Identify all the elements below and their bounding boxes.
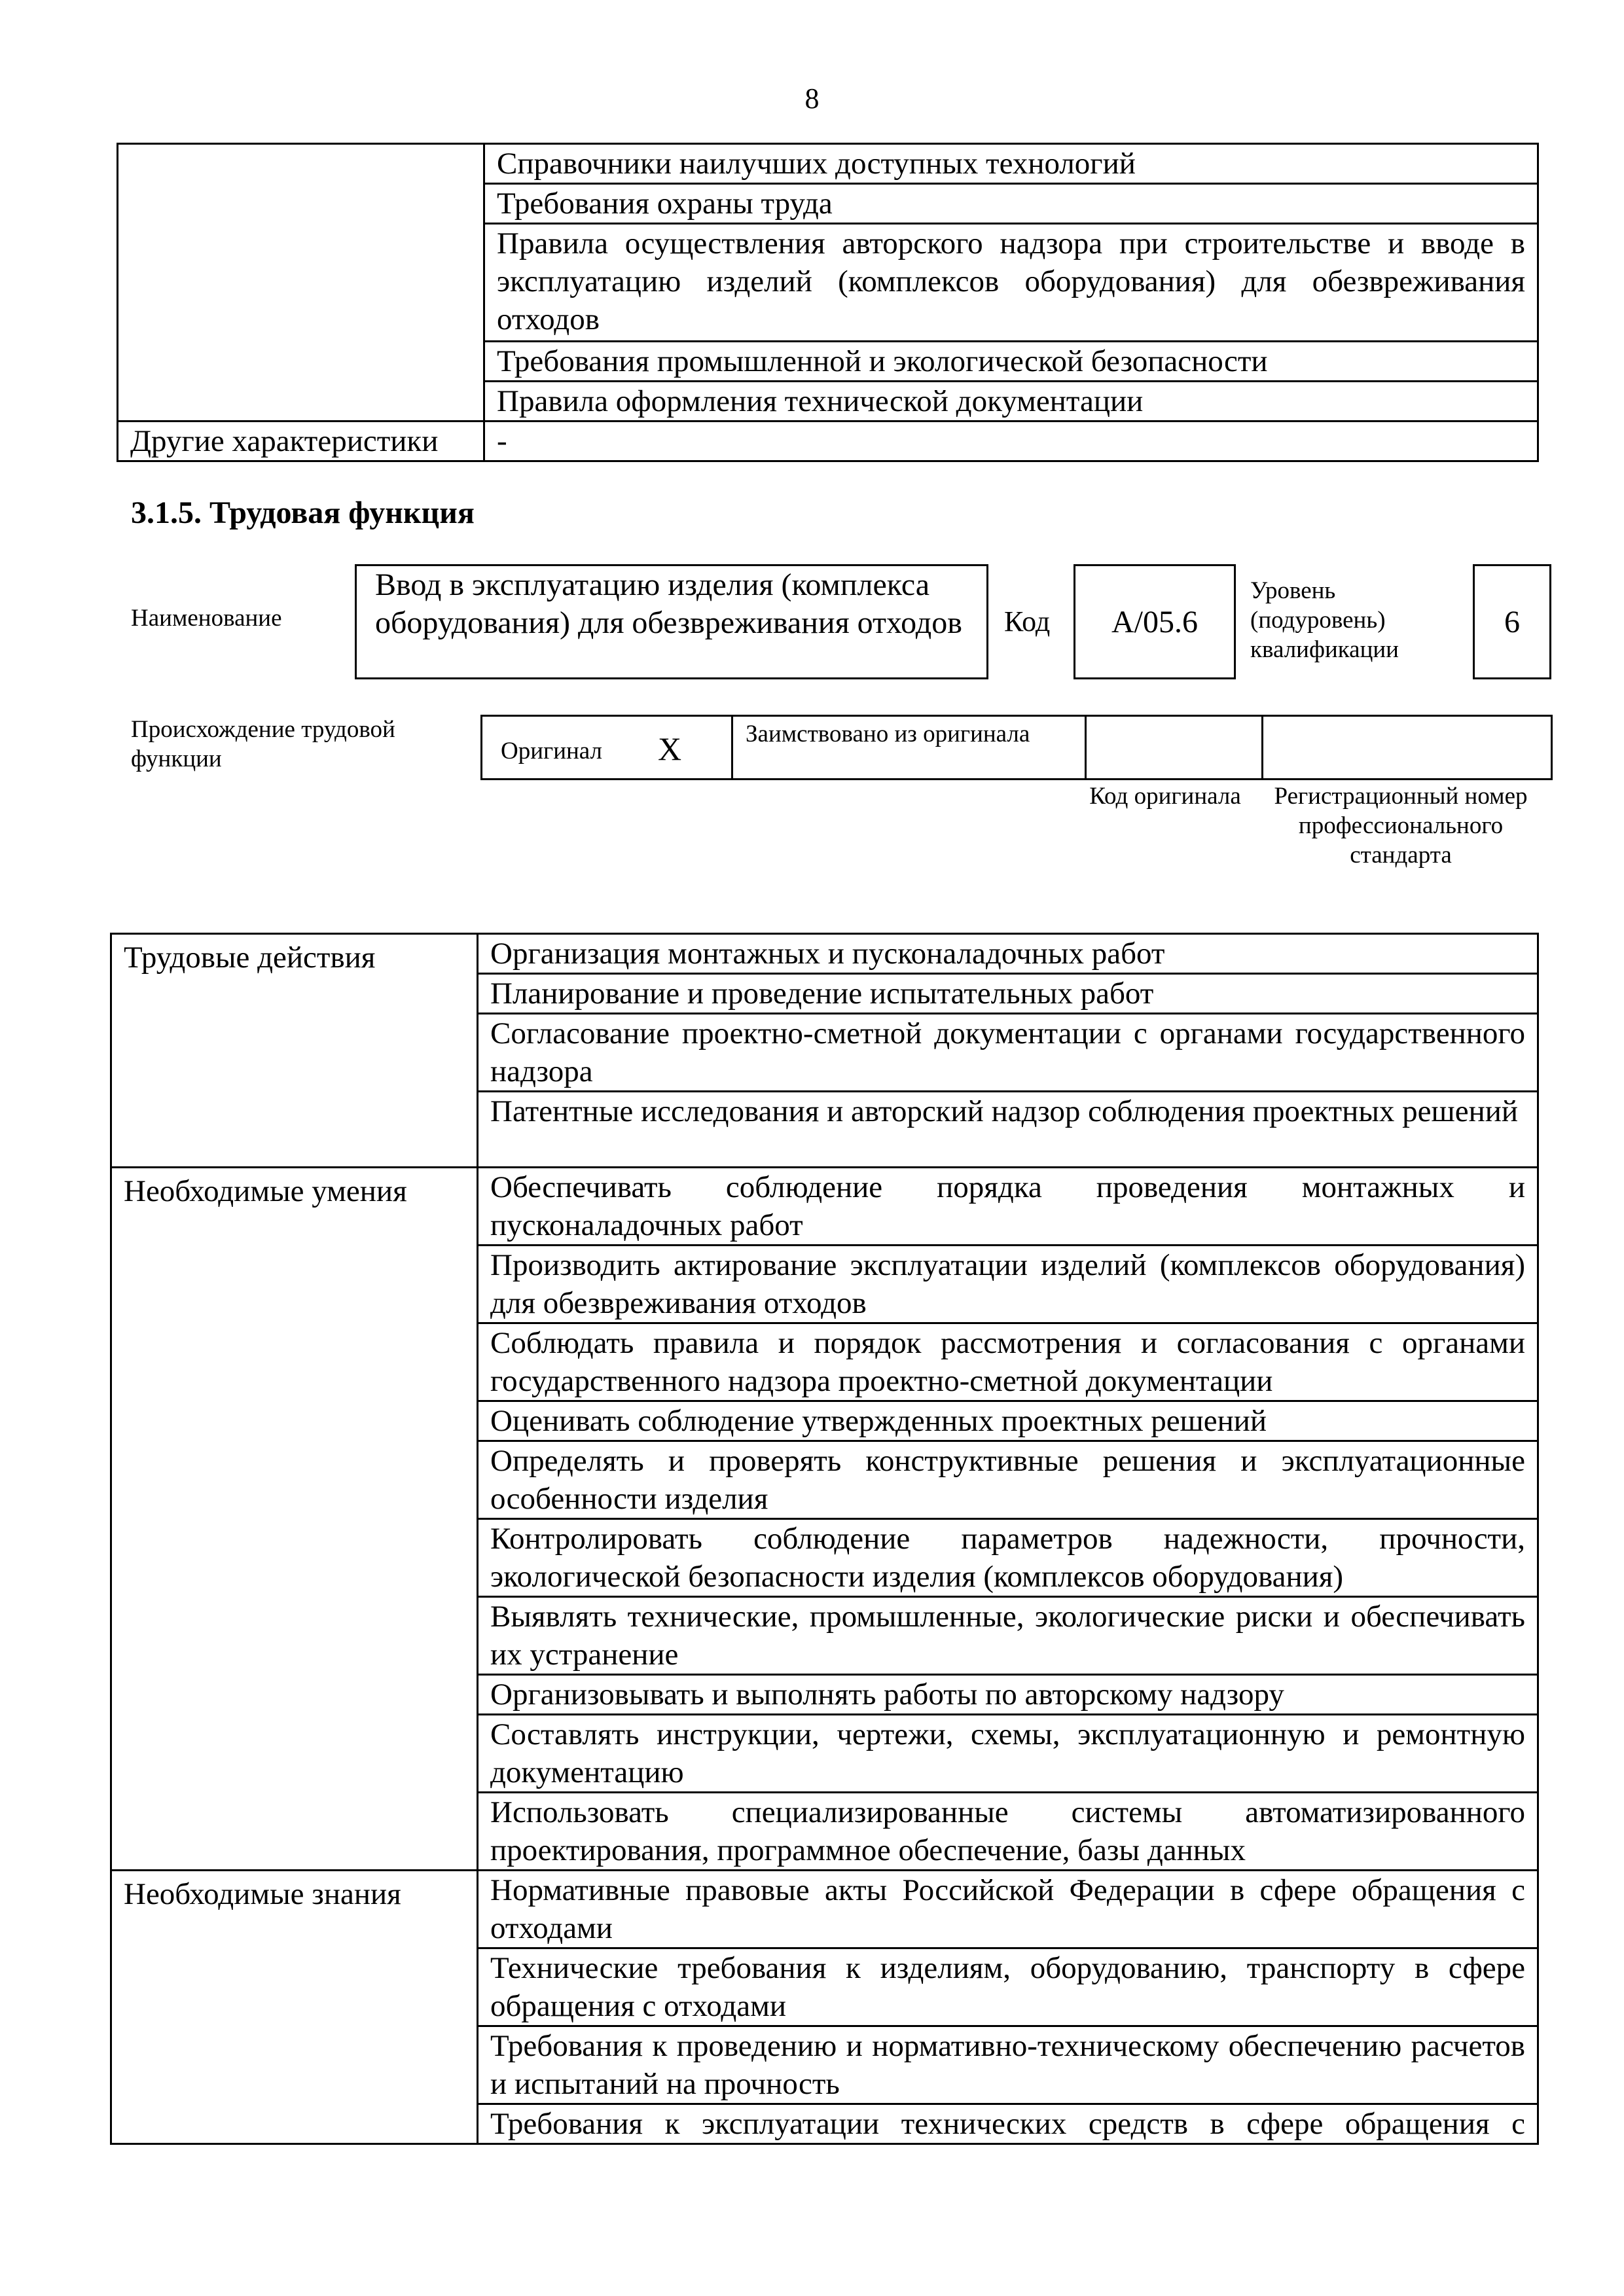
- list-item: Согласование проектно-сметной документации с органами государственного надзора: [478, 1014, 1538, 1092]
- original-mark: X: [658, 730, 682, 767]
- origin-label: Происхождение трудовой функции: [131, 716, 395, 772]
- borrowed-label: Заимствовано из оригинала: [746, 721, 1030, 747]
- requirement-row: Правила оформления технической документации: [484, 382, 1538, 422]
- labor-function-table: [110, 933, 1539, 2145]
- function-code: А/05.6: [1111, 604, 1198, 639]
- requirement-row: Требования промышленной и экологической безопасности: [484, 342, 1538, 382]
- labor-actions-label: Трудовые действия: [111, 934, 478, 1168]
- original-label: Оригинал: [501, 738, 603, 764]
- list-item: Выявлять технические, промышленные, экологические риски и обеспечивать их устранение: [478, 1597, 1538, 1675]
- name-label: Наименование: [131, 605, 282, 632]
- divider: [731, 717, 733, 778]
- code-label: Код: [1004, 605, 1051, 637]
- list-item: Определять и проверять конструктивные решения и эксплуатационные особенности изделия: [478, 1441, 1538, 1519]
- list-item: Использовать специализированные системы автоматизированного проектирования, программное обеспечение, базы данных: [478, 1793, 1538, 1871]
- code-box: [1074, 564, 1236, 679]
- other-characteristics-value: -: [484, 422, 1538, 461]
- list-item: Организовывать и выполнять работы по авторскому надзору: [478, 1675, 1538, 1715]
- list-item: Требования к эксплуатации технических средств в сфере обращения с: [478, 2104, 1538, 2144]
- list-item: Организация монтажных и пусконаладочных работ: [478, 934, 1538, 974]
- list-item: Обеспечивать соблюдение порядка проведения монтажных и пусконаладочных работ: [478, 1168, 1538, 1246]
- requirement-row: Требования охраны труда: [484, 184, 1538, 224]
- list-item: Требования к проведению и нормативно-техническому обеспечению расчетов и испытаний на прочность: [478, 2026, 1538, 2104]
- name-box: [355, 564, 988, 679]
- list-item: Производить актирование эксплуатации изделий (комплексов оборудования) для обезвреживания отходов: [478, 1246, 1538, 1323]
- list-item: Оценивать соблюдение утвержденных проектных решений: [478, 1401, 1538, 1441]
- list-item: Составлять инструкции, чертежи, схемы, эксплуатационную и ремонтную документацию: [478, 1715, 1538, 1793]
- empty-label-cell: [118, 144, 484, 422]
- list-item: Технические требования к изделиям, оборудованию, транспорту в сфере обращения с отходами: [478, 1948, 1538, 2026]
- list-item: Нормативные правовые акты Российской Федерации в сфере обращения с отходами: [478, 1871, 1538, 1948]
- page-number: 8: [804, 82, 820, 115]
- top-requirements-table: [117, 143, 1539, 462]
- divider: [1085, 717, 1087, 778]
- function-name: Ввод в эксплуатацию изделия (комплекса оборудования) для обезвреживания отходов: [375, 567, 962, 640]
- list-item: Патентные исследования и авторский надзор соблюдения проектных решений: [478, 1092, 1538, 1168]
- required-knowledge-label: Необходимые знания: [111, 1871, 478, 2144]
- origin-box: [480, 715, 1553, 780]
- requirement-row: Правила осуществления авторского надзора при строительстве и вводе в эксплуатацию изделий (комплексов оборудования) для обезвреживания отходов: [484, 224, 1538, 342]
- qualification-level: 6: [1504, 604, 1520, 639]
- requirement-row: Справочники наилучших доступных технологий: [484, 144, 1538, 184]
- level-label: Уровень (подуровень) квалификации: [1250, 577, 1399, 663]
- list-item: Контролировать соблюдение параметров надежности, прочности, экологической безопасности изделия (комплексов оборудования): [478, 1519, 1538, 1597]
- code-origin-caption: Код оригинала: [1089, 783, 1241, 810]
- list-item: Соблюдать правила и порядок рассмотрения и согласования с органами государственного надзора проектно-сметной документации: [478, 1323, 1538, 1401]
- registration-number-caption: Регистрационный номер профессионального стандарта: [1274, 783, 1528, 869]
- level-box: [1473, 564, 1551, 679]
- other-characteristics-label: Другие характеристики: [118, 422, 484, 461]
- required-skills-label: Необходимые умения: [111, 1168, 478, 1871]
- section-heading: 3.1.5. Трудовая функция: [131, 495, 475, 530]
- divider: [1261, 717, 1263, 778]
- list-item: Планирование и проведение испытательных работ: [478, 974, 1538, 1014]
